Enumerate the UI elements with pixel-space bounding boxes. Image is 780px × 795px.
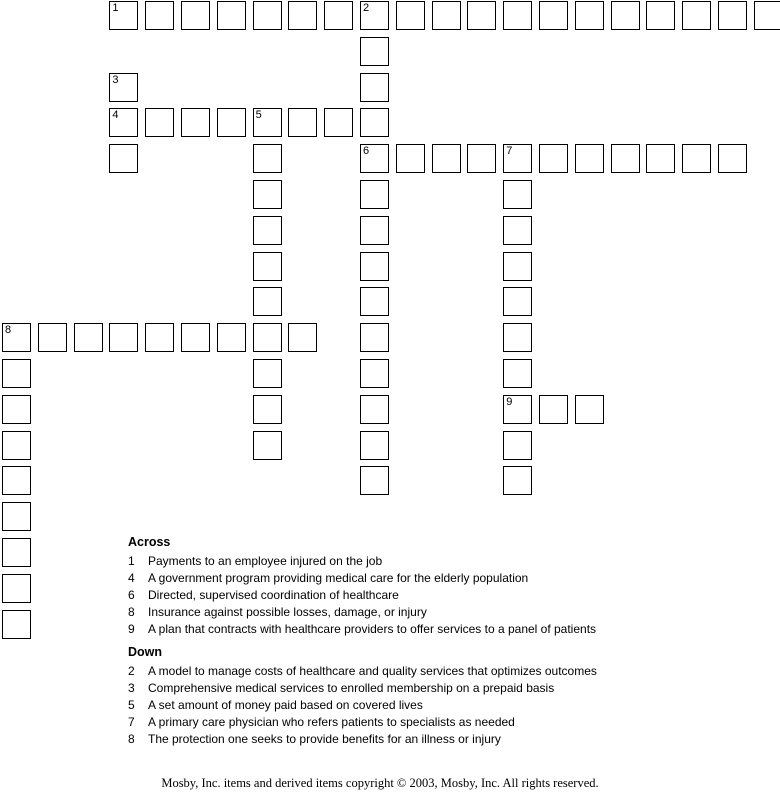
grid-cell[interactable] xyxy=(253,359,282,388)
grid-cell[interactable] xyxy=(253,216,282,245)
grid-cell[interactable] xyxy=(718,1,747,30)
grid-cell[interactable] xyxy=(467,144,496,173)
clue-number-label: 9 xyxy=(506,395,513,408)
grid-cell[interactable] xyxy=(503,466,532,495)
clue-number: 8 xyxy=(128,732,135,746)
grid-cell[interactable] xyxy=(217,1,246,30)
down-heading: Down xyxy=(128,645,163,659)
grid-cell[interactable] xyxy=(109,1,138,30)
clue-across-1 xyxy=(128,553,748,570)
clue-down-5 xyxy=(128,697,748,714)
clue-text: Payments to an employee injured on the job xyxy=(148,554,383,568)
down-clues xyxy=(128,645,748,748)
grid-cell[interactable] xyxy=(253,252,282,281)
clue-number-label: 6 xyxy=(363,145,370,158)
clue-number-label: 5 xyxy=(255,109,262,122)
grid-cell[interactable] xyxy=(181,1,210,30)
grid-cell[interactable] xyxy=(503,359,532,388)
clue-number-label: 8 xyxy=(5,324,12,337)
grid-cell[interactable] xyxy=(539,1,568,30)
clue-down-7 xyxy=(128,714,748,731)
grid-cell[interactable] xyxy=(360,144,389,173)
clue-text: Comprehensive medical services to enrolled membership on a prepaid basis xyxy=(148,681,555,695)
clue-across-9 xyxy=(128,621,748,638)
clue-across-6 xyxy=(128,587,748,604)
clue-down-3 xyxy=(128,680,748,697)
clue-number: 8 xyxy=(128,605,135,619)
grid-cell[interactable] xyxy=(396,1,425,30)
grid-cell[interactable] xyxy=(575,144,604,173)
clue-down-8 xyxy=(128,731,748,748)
clue-across-4 xyxy=(128,570,748,587)
grid-cell[interactable] xyxy=(360,37,389,66)
grid-cell[interactable] xyxy=(646,144,675,173)
clue-text: A government program providing medical care for the elderly population xyxy=(148,571,529,585)
grid-cell[interactable] xyxy=(503,144,532,173)
grid-cell[interactable] xyxy=(145,108,174,137)
clue-number-label: 1 xyxy=(112,2,119,14)
grid-cell[interactable] xyxy=(754,1,780,30)
grid-cell[interactable] xyxy=(503,252,532,281)
grid-cell[interactable] xyxy=(360,180,389,209)
grid-cell[interactable] xyxy=(503,287,532,316)
grid-cell[interactable] xyxy=(575,1,604,30)
grid-cell[interactable] xyxy=(646,1,675,30)
grid-cell[interactable] xyxy=(503,323,532,352)
grid-cell[interactable] xyxy=(288,323,317,352)
grid-cell[interactable] xyxy=(360,73,389,102)
grid-cell[interactable] xyxy=(360,359,389,388)
grid-cell[interactable] xyxy=(217,323,246,352)
grid-cell[interactable] xyxy=(432,1,461,30)
clue-number: 4 xyxy=(128,571,135,585)
grid-cell[interactable] xyxy=(360,1,389,30)
grid-cell[interactable] xyxy=(611,144,640,173)
grid-cell[interactable] xyxy=(682,144,711,173)
grid-cell[interactable] xyxy=(360,431,389,460)
grid-cell[interactable] xyxy=(2,538,31,567)
grid-cell[interactable] xyxy=(539,395,568,424)
grid-cell[interactable] xyxy=(253,1,282,30)
grid-cell[interactable] xyxy=(360,108,389,137)
grid-cell[interactable] xyxy=(253,323,282,352)
clue-number-label: 4 xyxy=(112,109,119,122)
clue-text: A set amount of money paid based on covered lives xyxy=(148,698,423,712)
clue-text: A primary care physician who refers patients to specialists as needed xyxy=(148,715,515,729)
clue-text: A model to manage costs of healthcare and quality services that optimizes outcomes xyxy=(148,664,597,678)
grid-cell[interactable] xyxy=(503,216,532,245)
grid-cell[interactable] xyxy=(503,180,532,209)
grid-cell[interactable] xyxy=(109,108,138,137)
grid-cell[interactable] xyxy=(38,323,67,352)
clue-number-label: 3 xyxy=(112,73,119,86)
clue-across-8 xyxy=(128,604,748,621)
grid-cell[interactable] xyxy=(181,108,210,137)
grid-cell[interactable] xyxy=(682,1,711,30)
grid-cell[interactable] xyxy=(360,287,389,316)
grid-cell[interactable] xyxy=(360,216,389,245)
grid-cell[interactable] xyxy=(253,287,282,316)
grid-cell[interactable] xyxy=(539,144,568,173)
grid-cell[interactable] xyxy=(109,144,138,173)
across-clues xyxy=(128,535,748,638)
grid-cell[interactable] xyxy=(253,144,282,173)
clue-text: Insurance against possible losses, damage, or injury xyxy=(148,605,427,619)
grid-cell[interactable] xyxy=(181,323,210,352)
grid-cell[interactable] xyxy=(109,73,138,102)
clue-number-label: 7 xyxy=(506,145,513,158)
copyright-notice: Mosby, Inc. items and derived items copyright © 2003, Mosby, Inc. All rights reserved. xyxy=(161,776,599,790)
clue-number: 3 xyxy=(128,681,135,695)
grid-cell[interactable] xyxy=(467,1,496,30)
grid-cell[interactable] xyxy=(2,359,31,388)
grid-cell[interactable] xyxy=(396,144,425,173)
clue-number: 9 xyxy=(128,622,135,636)
grid-cell[interactable] xyxy=(288,108,317,137)
grid-cell[interactable] xyxy=(217,108,246,137)
grid-cell[interactable] xyxy=(253,180,282,209)
grid-cell[interactable] xyxy=(2,574,31,603)
grid-cell[interactable] xyxy=(109,323,138,352)
grid-cell[interactable] xyxy=(324,108,353,137)
grid-cell[interactable] xyxy=(503,431,532,460)
clue-down-2 xyxy=(128,663,748,680)
grid-cell[interactable] xyxy=(575,395,604,424)
grid-cell[interactable] xyxy=(253,108,282,137)
grid-cell[interactable] xyxy=(288,1,317,30)
grid-cell[interactable] xyxy=(503,1,532,30)
across-heading: Across xyxy=(128,535,171,549)
grid-cell[interactable] xyxy=(253,395,282,424)
grid-cell[interactable] xyxy=(360,395,389,424)
clue-text: Directed, supervised coordination of healthcare xyxy=(148,588,399,602)
clue-text: The protection one seeks to provide benefits for an illness or injury xyxy=(148,732,501,746)
grid-cell[interactable] xyxy=(2,395,31,424)
grid-cell[interactable] xyxy=(2,323,31,352)
clue-text: A plan that contracts with healthcare providers to offer services to a panel of patients xyxy=(148,622,597,636)
grid-cell[interactable] xyxy=(503,395,532,424)
grid-cell[interactable] xyxy=(2,431,31,460)
clue-number-label: 2 xyxy=(363,2,370,14)
grid-cell[interactable] xyxy=(324,1,353,30)
clue-number: 7 xyxy=(128,715,135,729)
grid-cell[interactable] xyxy=(611,1,640,30)
clue-number: 6 xyxy=(128,588,135,602)
clue-number: 2 xyxy=(128,664,135,678)
grid-cell[interactable] xyxy=(2,466,31,495)
clue-number: 1 xyxy=(128,554,135,568)
grid-cell[interactable] xyxy=(253,431,282,460)
grid-cell[interactable] xyxy=(2,610,31,639)
clues-panel xyxy=(128,535,748,748)
grid-cell[interactable] xyxy=(2,502,31,531)
grid-cell[interactable] xyxy=(360,252,389,281)
grid-cell[interactable] xyxy=(432,144,461,173)
grid-cell[interactable] xyxy=(145,1,174,30)
grid-cell[interactable] xyxy=(718,144,747,173)
grid-cell[interactable] xyxy=(360,323,389,352)
grid-cell[interactable] xyxy=(74,323,103,352)
clue-number: 5 xyxy=(128,698,135,712)
grid-cell[interactable] xyxy=(145,323,174,352)
grid-cell[interactable] xyxy=(360,466,389,495)
